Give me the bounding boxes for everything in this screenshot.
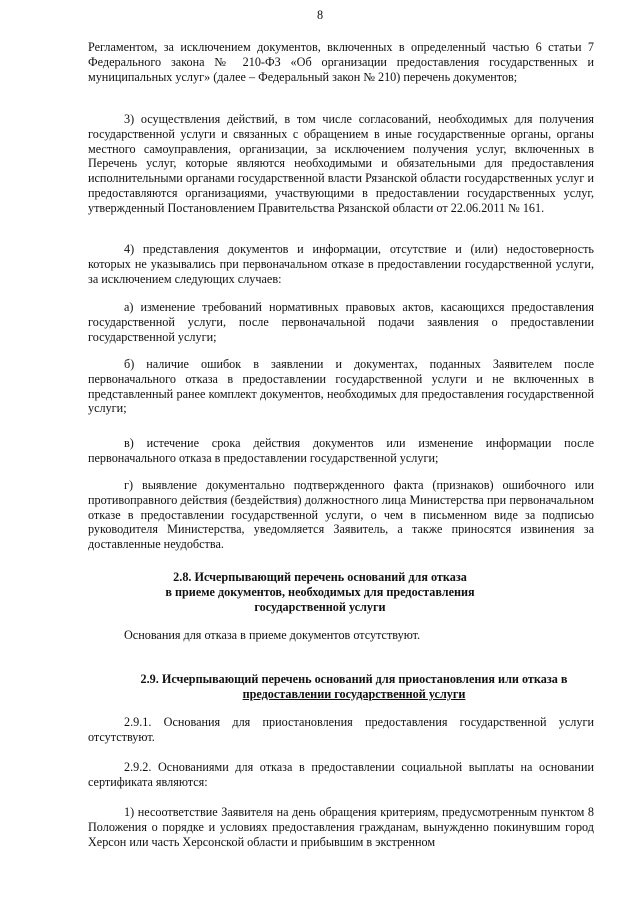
heading-2-8-line-2: в приеме документов, необходимых для предоставления	[165, 585, 475, 599]
heading-2-8-line-3: государственной услуги	[254, 600, 386, 614]
paragraph-subitem-g: г) выявление документально подтвержденного факта (признаков) ошибочного или противоправного действия (бездействия) должностного лица Министерства при первоначальном отказе в предоставлении государственной услуги, о чем в письменном виде за подписью руководителя Министерства, уведомляется Заявитель, а также приносятся извинения за доставленные неудобства.	[88, 478, 594, 552]
heading-2-9-line-1: 2.9. Исчерпывающий перечень оснований для приостановления или отказа в	[140, 672, 568, 686]
paragraph-item-1-criteria: 1) несоответствие Заявителя на день обращения критериям, предусмотренным пунктом 8 Положения о порядке и условиях предоставления гражданам, вынужденно покинувшим город Херсон или часть Херсонской области и прибывшим в экстренном	[88, 805, 594, 849]
paragraph-subitem-a: а) изменение требований нормативных правовых актов, касающихся предоставления государственной услуги, после первоначальной подачи заявления о предоставлении государственной услуги;	[88, 300, 594, 344]
paragraph-subitem-b: б) наличие ошибок в заявлении и документах, поданных Заявителем после первоначального отказа в предоставлении государственной услуги и не включенных в представленный ранее комплект документов, необходимых для предоставления государственной услуги;	[88, 357, 594, 416]
paragraph-no-grounds: Основания для отказа в приеме документов отсутствуют.	[124, 628, 421, 642]
heading-2-9-line-2: предоставлении государственной услуги	[242, 686, 466, 701]
page-number: 8	[316, 8, 324, 22]
section-heading-2-9	[114, 672, 594, 704]
heading-2-8-line-1: 2.8. Исчерпывающий перечень оснований для отказа	[173, 570, 467, 584]
paragraph-subitem-v: в) истечение срока действия документов или изменение информации после первоначального отказа в предоставлении государственной услуги;	[88, 436, 594, 465]
section-heading-2-8	[88, 570, 594, 618]
paragraph-item-4: 4) представления документов и информации, отсутствие и (или) недостоверность которых не указывались при первоначальном отказе в предоставлении государственной услуги, за исключением следующих случаев:	[88, 242, 594, 286]
paragraph-2-9-2: 2.9.2. Основаниями для отказа в предоставлении социальной выплаты на основании сертификата являются:	[88, 760, 594, 789]
paragraph-list-item-2-continuation: Регламентом, за исключением документов, включенных в определенный частью 6 статьи 7 Федерального закона № 210-ФЗ «Об организации предоставления государственных и муниципальных услуг» (далее – Федеральный закон № 210) перечень документов;	[88, 40, 594, 84]
paragraph-item-3: 3) осуществления действий, в том числе согласований, необходимых для получения государственной услуги и связанных с обращением в иные государственные органы, органы местного самоуправления, организации, за исключением получения услуг, включенных в Перечень услуг, которые являются необходимыми и обязательными для предоставления исполнительными органами государственной власти Рязанской области государственных услуг и предоставляются организациями, участвующими в предоставлении государственных услуг, утвержденный Постановлением Правительства Рязанской области от 22.06.2011 № 161.	[88, 112, 594, 215]
paragraph-2-9-1: 2.9.1. Основания для приостановления предоставления государственной услуги отсутствуют.	[88, 715, 594, 744]
